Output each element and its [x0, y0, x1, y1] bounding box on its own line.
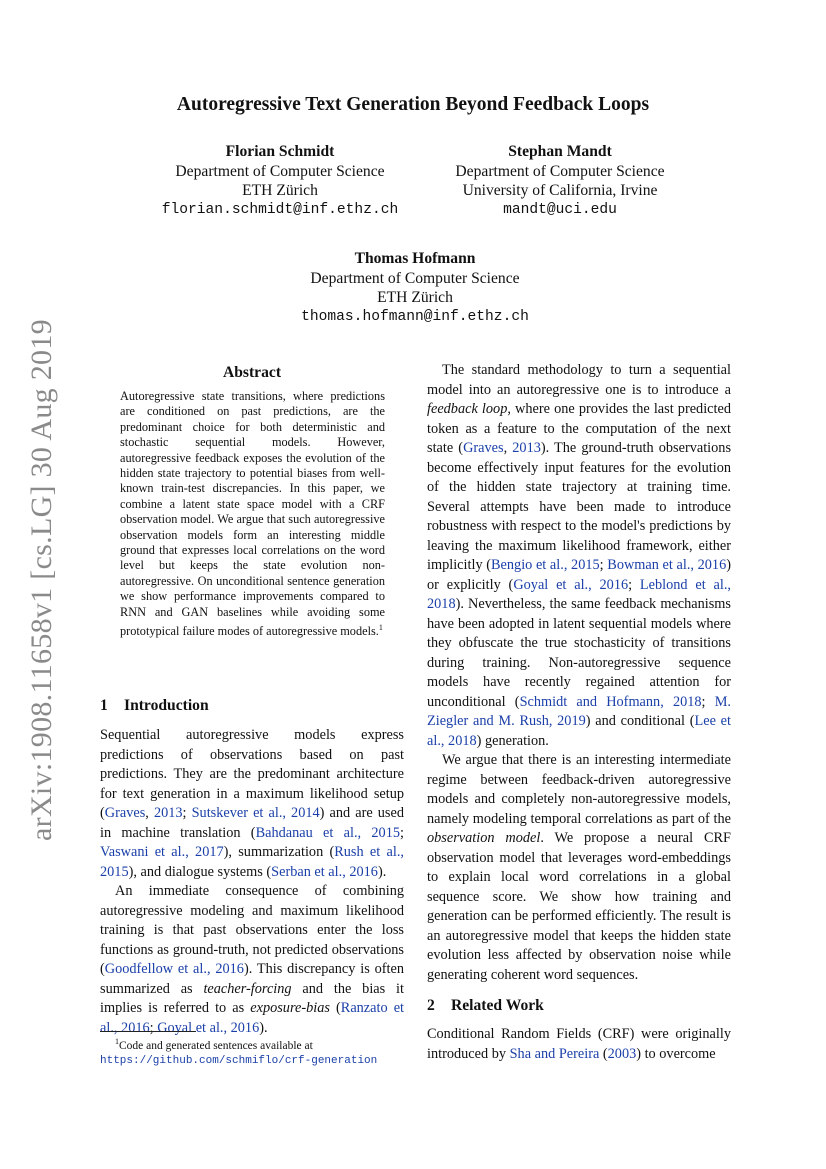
- section-heading-related-work: [427, 997, 544, 1015]
- text-run: ;: [400, 824, 404, 841]
- emphasis: observation model: [427, 830, 541, 846]
- text-run: ) and are used in machine translation (: [100, 805, 404, 841]
- author-block: [420, 142, 700, 220]
- footnote: [100, 1035, 404, 1069]
- citation-link[interactable]: Vaswani et al., 2017: [100, 844, 224, 860]
- author-name: Thomas Hofmann: [354, 250, 476, 267]
- citation-link[interactable]: Ranzato et al., 2016: [100, 1000, 405, 1036]
- arxiv-identifier: [24, 319, 60, 841]
- author-email: mandt@uci.edu: [503, 201, 617, 218]
- footnote-divider: [100, 1031, 196, 1032]
- footnote-url-link[interactable]: https://github.com/schmiflo/crf-generation: [100, 1055, 378, 1068]
- paragraph: [427, 751, 731, 985]
- author-block: [250, 249, 580, 327]
- citation-link[interactable]: Bowman et al., 2016: [607, 557, 727, 573]
- citation-link[interactable]: Rush et al., 2015: [100, 844, 404, 880]
- section-title: Introduction: [124, 697, 209, 714]
- text-run: ). Nevertheless, the same feedback mechanisms have been adopted in latent sequential models where they obfuscate the true stochasticity of transitions during training. Non-autoregressive sequence models have recently regained attention for unconditional (: [427, 596, 731, 710]
- citation-link[interactable]: Graves: [104, 805, 146, 821]
- text-run: ,: [145, 805, 154, 821]
- text-run: ,: [503, 440, 513, 456]
- text-run: ).: [259, 1019, 268, 1036]
- right-column-body: [427, 361, 731, 985]
- citation-link[interactable]: 2003: [607, 1045, 637, 1062]
- abstract-heading: Abstract: [222, 364, 282, 381]
- citation-link[interactable]: Bengio et al., 2015: [491, 557, 600, 573]
- footnote-marker: 1: [115, 1037, 119, 1046]
- citation-link[interactable]: Leblond et al., 2018: [427, 576, 731, 612]
- paragraph: [427, 1025, 731, 1064]
- citation-link[interactable]: Sha and Pereira: [509, 1045, 600, 1062]
- author-affiliation: ETH Zürich: [242, 182, 318, 199]
- text-run: ;: [599, 557, 608, 573]
- paper-title: Autoregressive Text Generation Beyond Feedback Loops: [176, 94, 650, 115]
- citation-link[interactable]: Bahdanau et al., 2015: [255, 824, 401, 841]
- related-work-body: [427, 1025, 731, 1064]
- text-run: ). This discrepancy is often summarized as: [100, 961, 404, 997]
- introduction-body: [100, 726, 404, 1038]
- text-run: ) to overcome: [636, 1045, 716, 1062]
- text-run: Conditional Random Fields (CRF) were originally introduced by: [427, 1026, 731, 1062]
- text-run: ;: [149, 1019, 158, 1036]
- text-run: ;: [701, 693, 715, 710]
- author-name: Stephan Mandt: [508, 143, 612, 160]
- text-run: ) generation.: [476, 732, 549, 749]
- section-heading-introduction: [100, 697, 209, 715]
- citation-link[interactable]: Goyal et al., 2016: [157, 1019, 260, 1036]
- section-number: 2: [427, 997, 435, 1014]
- author-department: Department of Computer Science: [175, 162, 385, 180]
- text-run: . We propose a neural CRF observation model that leverages word-embeddings to explain local word correlations in a global sequence score. We show how training and generation can be performed efficiently. The result is an autoregressive model that keeps the hidden state evolution less affected by observation noise while generating coherent word sequences.: [427, 830, 731, 983]
- author-department: Department of Computer Science: [455, 162, 665, 180]
- text-run: ) and conditional (: [585, 713, 695, 729]
- citation-link[interactable]: Goodfellow et al., 2016: [104, 961, 244, 977]
- emphasis: teacher-forcing: [203, 980, 292, 997]
- author-affiliation: ETH Zürich: [377, 289, 453, 306]
- text-run: (: [329, 1000, 341, 1016]
- emphasis: exposure-bias: [250, 1000, 330, 1016]
- emphasis: feedback loop: [427, 401, 508, 417]
- abstract-body: Autoregressive state transitions, where predictions are conditioned on past predictions, are the predominant choice for both deterministic and stochastic sequential models. However, autoregressive feedback exposes the evolution of the hidden state trajectory to potential biases from well-known train-test discrepancies. In this paper, we combine a latent state space model with a CRF observation model. We argue that such autoregressive observation models form an interesting middle ground that expresses local correlations on the word level but keeps the state evolution non-autoregressive. On unconditional sentence generation we show performance improvements compared to RNN and GAN baselines while avoiding some prototypical failure modes of autoregressive models.: [120, 389, 385, 639]
- text-run: ) or explicitly (: [427, 557, 731, 593]
- text-run: ;: [628, 576, 640, 593]
- text-run: ).: [377, 863, 387, 880]
- text-run: The standard methodology to turn a sequential model into an autoregressive one is to introduce a: [427, 362, 731, 398]
- footnote-text: Code and generated sentences available at: [119, 1039, 313, 1052]
- abstract-text: [120, 389, 385, 640]
- paragraph: [100, 726, 404, 882]
- paragraph: [100, 882, 404, 1038]
- text-run: We argue that there is an interesting intermediate regime between feedback-driven autoregressive models and completely non-autoregressive models, namely modeling temporal correlations as part of the: [427, 752, 731, 827]
- text-run: and the bias it implies is referred to as: [100, 980, 404, 1016]
- text-run: ;: [182, 805, 192, 821]
- section-title: Related Work: [451, 997, 544, 1014]
- text-run: ), and dialogue systems (: [128, 863, 272, 880]
- section-number: 1: [100, 697, 108, 714]
- author-affiliation: University of California, Irvine: [462, 182, 658, 199]
- author-department: Department of Computer Science: [310, 269, 520, 287]
- citation-link[interactable]: 2013: [512, 440, 541, 456]
- citation-link[interactable]: Graves: [463, 440, 504, 456]
- footnote-marker: 1: [378, 623, 383, 633]
- citation-link[interactable]: Goyal et al., 2016: [513, 576, 629, 593]
- text-run: , where one provides the last predicted token as a feature to the computation of the next state (: [427, 401, 731, 456]
- citation-link[interactable]: Lee et al., 2018: [427, 713, 731, 749]
- author-name: Florian Schmidt: [225, 143, 335, 160]
- text-run: Sequential autoregressive models express predictions of observations based on past predictions. They are the predominant architecture for text generation in a maximum likelihood setup (: [100, 727, 404, 821]
- text-run: ). The ground-truth observations become effectively input features for the evolution of the hidden state trajectory at training time. Several attempts have been made to introduce robustness with respect to the model's predictions by leaving the maximum likelihood framework, either implicitly (: [427, 440, 732, 573]
- text-run: ), summarization (: [223, 844, 335, 860]
- author-email: florian.schmidt@inf.ethz.ch: [161, 201, 399, 218]
- text-run: (: [599, 1045, 608, 1062]
- citation-link[interactable]: Serban et al., 2016: [271, 863, 378, 880]
- author-block: [130, 142, 430, 220]
- citation-link[interactable]: Sutskever et al., 2014: [191, 805, 320, 821]
- citation-link[interactable]: Schmidt and Hofmann, 2018: [519, 693, 702, 710]
- arxiv-identifier-text: arXiv:1908.11658v1 [cs.LG] 30 Aug 2019: [25, 319, 58, 841]
- citation-link[interactable]: M. Ziegler and M. Rush, 2019: [427, 693, 731, 729]
- citation-link[interactable]: 2013: [153, 805, 183, 821]
- author-email: thomas.hofmann@inf.ethz.ch: [301, 308, 529, 325]
- text-run: An immediate consequence of combining autoregressive modeling and maximum likelihood training is that past observations enter the loss functions as ground-truth, not predicted observations (: [100, 883, 404, 977]
- paragraph: [427, 361, 731, 751]
